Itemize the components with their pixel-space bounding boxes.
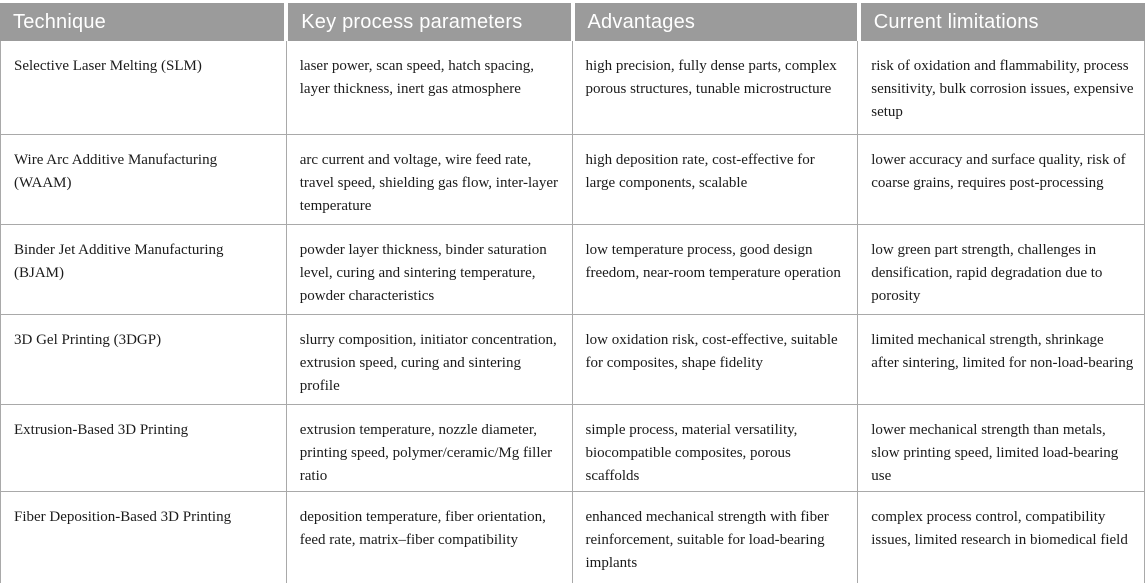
key-process-parameters-cell: extrusion temperature, nozzle diameter, printing speed, polymer/ceramic/Mg filler ratio <box>287 405 573 491</box>
key-process-parameters-cell: powder layer thickness, binder saturation level, curing and sintering temperature, powder characteristics <box>287 225 573 314</box>
technique-cell: Binder Jet Additive Manufacturing (BJAM) <box>1 225 287 314</box>
table-row-bjam <box>1 225 1144 315</box>
column-header-advantages: Advantages <box>573 3 859 41</box>
current-limitations-cell: low green part strength, challenges in densification, rapid degradation due to porosity <box>871 242 1103 304</box>
technique-cell: Extrusion-Based 3D Printing <box>1 405 287 491</box>
advantages-cell: low oxidation risk, cost-effective, suitable for composites, shape fidelity <box>573 315 859 404</box>
advantages-cell: enhanced mechanical strength with fiber reinforcement, suitable for load-bearing implants <box>573 492 859 583</box>
column-header-current-limitations: Current limitations <box>859 3 1145 41</box>
advantages-cell: high precision, fully dense parts, complex porous structures, tunable microstructure <box>573 41 859 134</box>
table-header-row <box>0 3 1145 41</box>
key-process-parameters-cell: laser power, scan speed, hatch spacing, layer thickness, inert gas atmosphere <box>287 41 573 134</box>
advantages-cell: simple process, material versatility, biocompatible composites, porous scaffolds <box>573 405 859 491</box>
current-limitations-cell: risk of oxidation and flammability, process sensitivity, bulk corrosion issues, expensive setup <box>871 58 1134 120</box>
table-row-waam <box>1 135 1144 225</box>
current-limitations-cell: limited mechanical strength, shrinkage after sintering, limited for non-load-bearing <box>871 332 1134 371</box>
advantages-cell: low temperature process, good design freedom, near-room temperature operation <box>573 225 859 314</box>
key-process-parameters-cell: arc current and voltage, wire feed rate, travel speed, shielding gas flow, inter-layer temperature <box>287 135 573 224</box>
current-limitations-cell: lower accuracy and surface quality, risk of coarse grains, requires post-processing <box>871 152 1126 191</box>
key-process-parameters-cell: deposition temperature, fiber orientation, feed rate, matrix–fiber compatibility <box>287 492 573 583</box>
current-limitations-cell: complex process control, compatibility issues, limited research in biomedical field <box>871 509 1128 548</box>
column-header-technique: Technique <box>0 3 286 41</box>
table-row-fiber-deposition <box>1 492 1144 583</box>
table-row-slm <box>1 41 1144 135</box>
technique-cell: Fiber Deposition-Based 3D Printing <box>1 492 287 583</box>
column-header-key-process-parameters: Key process parameters <box>286 3 572 41</box>
current-limitations-cell: lower mechanical strength than metals, slow printing speed, limited load-bearing use <box>871 422 1119 484</box>
technique-cell: 3D Gel Printing (3DGP) <box>1 315 287 404</box>
technique-cell: Wire Arc Additive Manufacturing (WAAM) <box>1 135 287 224</box>
table-row-extrusion <box>1 405 1144 492</box>
advantages-cell: high deposition rate, cost-effective for large components, scalable <box>573 135 859 224</box>
table-row-3dgp <box>1 315 1144 405</box>
table-body <box>0 41 1145 583</box>
technique-cell: Selective Laser Melting (SLM) <box>1 41 287 134</box>
key-process-parameters-cell: slurry composition, initiator concentration, extrusion speed, curing and sintering profile <box>287 315 573 404</box>
